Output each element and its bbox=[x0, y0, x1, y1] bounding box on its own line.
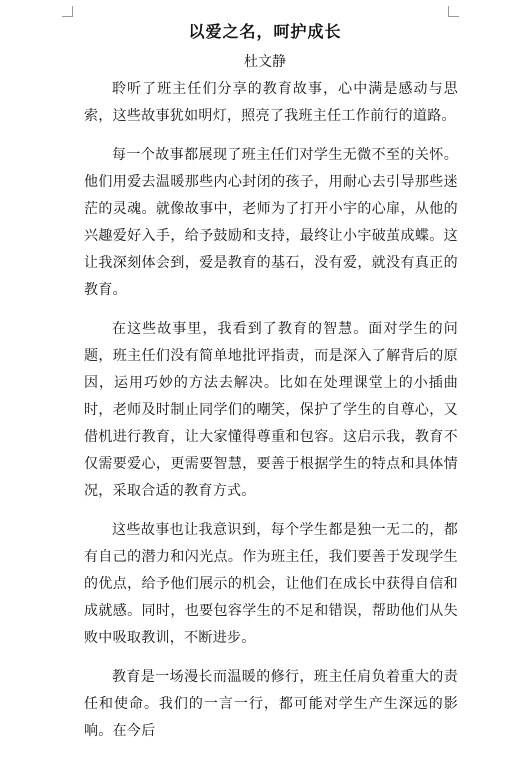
paragraph: 每一个故事都展现了班主任们对学生无微不至的关怀。他们用爱去温暖那些内心封闭的孩子，用耐心去引导那些迷茫的灵魂。就像故事中，老师为了打开小宇的心扉，从他的兴趣爱好入手，给予鼓励和支持，最终让小宇破茧成蝶。这让我深刻体会到，爱是教育的基石，没有爱，就没有真正的教育。 bbox=[84, 147, 458, 298]
paragraph: 这些故事也让我意识到，每个学生都是独一无二的，都有自己的潜力和闪光点。作为班主任，我们要善于发现学生的优点，给予他们展示的机会，让他们在成长中获得自信和成就感。同时，也要包容学生的不足和错误，帮助他们从失败中吸取教训，不断进步。 bbox=[84, 522, 458, 646]
paragraph: 教育是一场漫长而温暖的修行，班主任肩负着重大的责任和使命。我们的一言一行，都可能对学生产生深远的影响。在今后 bbox=[84, 669, 458, 739]
crop-mark-top-right bbox=[448, 6, 459, 17]
document-body bbox=[84, 76, 458, 757]
paragraph: 聆听了班主任们分享的教育故事，心中满是感动与思索，这些故事犹如明灯，照亮了我班主任工作前行的道路。 bbox=[84, 81, 458, 124]
crop-mark-top-left bbox=[62, 6, 73, 17]
document-author: 杜文静 bbox=[244, 54, 286, 70]
document-title: 以爱之名，呵护成长 bbox=[188, 22, 342, 41]
paragraph: 在这些故事里，我看到了教育的智慧。面对学生的问题，班主任们没有简单地批评指责，而是深入了解背后的原因，运用巧妙的方法去解决。比如在处理课堂上的小插曲时，老师及时制止同学们的嘲笑，保护了学生的自尊心，又借机进行教育，让大家懂得尊重和包容。这启示我，教育不仅需要爱心，更需要智慧，要善于根据学生的特点和具体情况，采取合适的教育方式。 bbox=[84, 321, 458, 499]
